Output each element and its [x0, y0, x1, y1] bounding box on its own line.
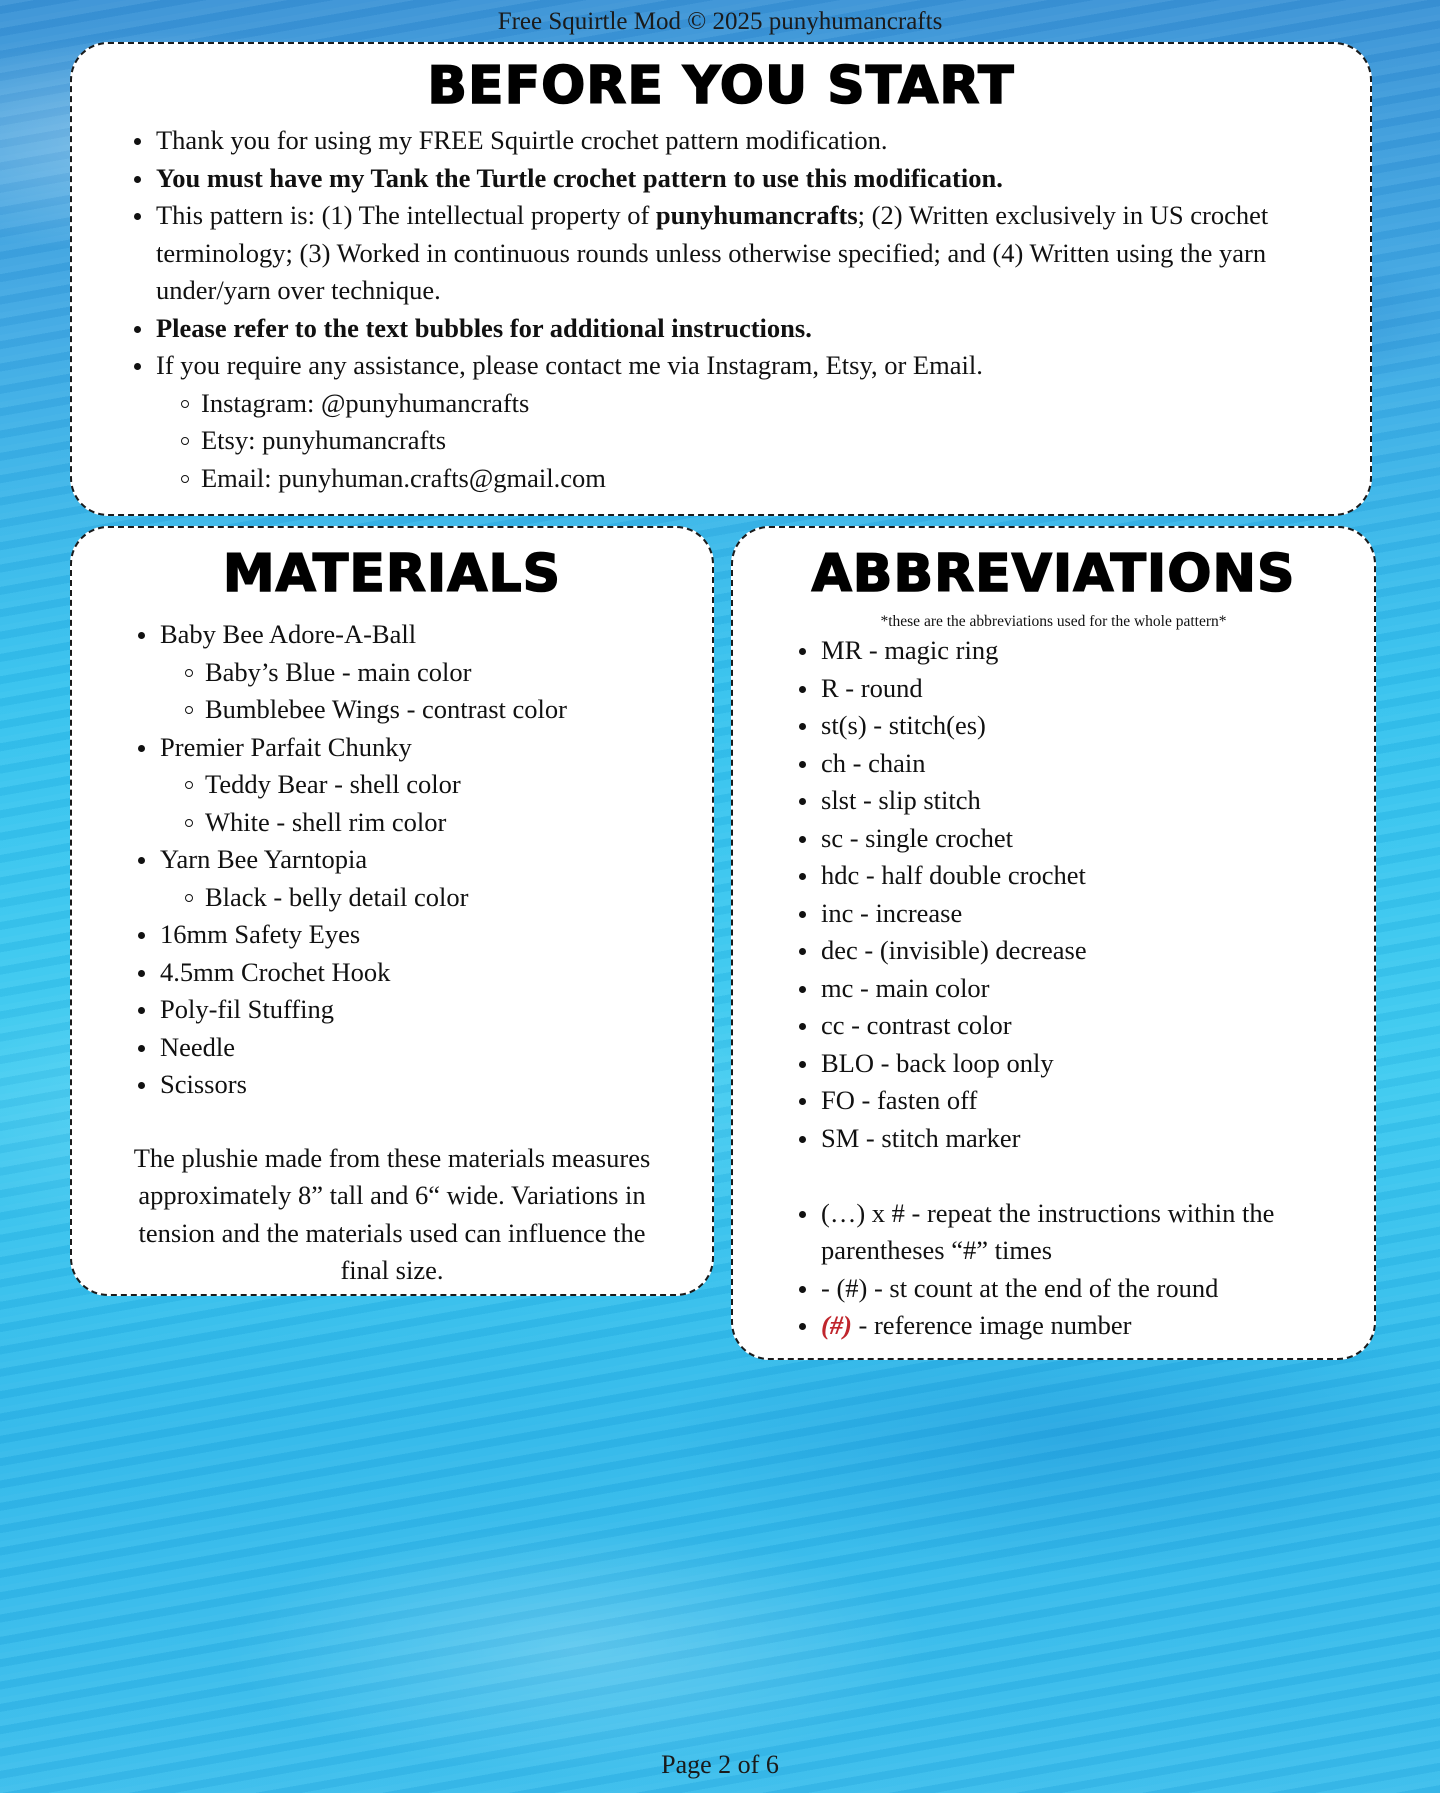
contact-etsy: Etsy: punyhumancrafts — [201, 422, 1320, 460]
abbreviation-item: sc - single crochet — [821, 820, 1344, 858]
material-item: Yarn Bee Yarntopia — [160, 841, 682, 879]
list-item-thanks: Thank you for using my FREE Squirtle crochet pattern modification. — [156, 122, 1320, 160]
abbreviations-title: ABBREVIATIONS — [811, 544, 1296, 604]
abbreviation-reference — [821, 1307, 1344, 1345]
before-you-start-title: BEFORE YOU START — [427, 56, 1015, 116]
material-subitem: Baby’s Blue - main color — [205, 654, 682, 692]
list-item-assistance: If you require any assistance, please contact me via Instagram, Etsy, or Email. — [156, 347, 1320, 385]
pattern-is-suffix: ; (2) Written exclusively in US crochet terminology; (3) Worked in continuous rounds unless otherwise specified; and (4) Written using the yarn under/yarn over technique. — [156, 200, 1269, 305]
pattern-is-brand: punyhumancrafts — [655, 200, 858, 230]
abbreviation-item: FO - fasten off — [821, 1082, 1344, 1120]
reference-mark: (#) — [821, 1310, 852, 1340]
reference-text: - reference image number — [851, 1310, 1132, 1340]
materials-title: MATERIALS — [222, 544, 562, 604]
abbreviation-item: MR - magic ring — [821, 632, 1344, 670]
abbreviation-item: inc - increase — [821, 895, 1344, 933]
abbreviation-item: hdc - half double crochet — [821, 857, 1344, 895]
materials-panel — [70, 526, 714, 1296]
material-item: 4.5mm Crochet Hook — [160, 954, 682, 992]
material-item: Scissors — [160, 1066, 682, 1104]
abbreviation-item: mc - main color — [821, 970, 1344, 1008]
material-item: Poly-fil Stuffing — [160, 991, 682, 1029]
abbreviation-item: SM - stitch marker — [821, 1120, 1344, 1158]
material-subitem: White - shell rim color — [205, 804, 682, 842]
before-you-start-panel — [70, 42, 1372, 516]
before-you-start-list — [72, 122, 1370, 497]
abbreviations-note: *these are the abbreviations used for the whole pattern* — [880, 613, 1227, 630]
page-header: Free Squirtle Mod © 2025 punyhumancrafts — [497, 8, 943, 35]
material-subitem: Teddy Bear - shell color — [205, 766, 682, 804]
abbreviation-repeat: (…) x # - repeat the instructions within the parentheses “#” times — [821, 1195, 1344, 1270]
list-item-must-have: You must have my Tank the Turtle crochet pattern to use this modification. — [156, 160, 1320, 198]
page-number: Page 2 of 6 — [661, 1750, 779, 1779]
abbreviation-st-count: - (#) - st count at the end of the round — [821, 1270, 1344, 1308]
abbreviation-item: cc - contrast color — [821, 1007, 1344, 1045]
list-spacer — [821, 1157, 1344, 1195]
abbreviation-item: slst - slip stitch — [821, 782, 1344, 820]
list-item-pattern-is — [156, 197, 1320, 310]
material-subitem: Black - belly detail color — [205, 879, 682, 917]
abbreviation-item: st(s) - stitch(es) — [821, 707, 1344, 745]
contact-instagram: Instagram: @punyhumancrafts — [201, 385, 1320, 423]
material-item: 16mm Safety Eyes — [160, 916, 682, 954]
abbreviation-item: dec - (invisible) decrease — [821, 932, 1344, 970]
abbreviation-item: ch - chain — [821, 745, 1344, 783]
abbreviations-panel — [731, 526, 1376, 1360]
abbreviation-item: BLO - back loop only — [821, 1045, 1344, 1083]
abbreviations-list — [733, 632, 1374, 1345]
pattern-is-prefix: This pattern is: (1) The intellectual property of — [156, 200, 656, 230]
materials-size-note: The plushie made from these materials measures approximately 8” tall and 6“ wide. Variations in tension and the materials used can influence the final size. — [133, 1142, 651, 1285]
materials-list — [72, 616, 712, 1104]
material-item: Needle — [160, 1029, 682, 1067]
material-subitem: Bumblebee Wings - contrast color — [205, 691, 682, 729]
material-item: Baby Bee Adore-A-Ball — [160, 616, 682, 654]
abbreviation-item: R - round — [821, 670, 1344, 708]
list-item-refer-bubbles: Please refer to the text bubbles for additional instructions. — [156, 310, 1320, 348]
contact-email: Email: punyhuman.crafts@gmail.com — [201, 460, 1320, 498]
material-item: Premier Parfait Chunky — [160, 729, 682, 767]
